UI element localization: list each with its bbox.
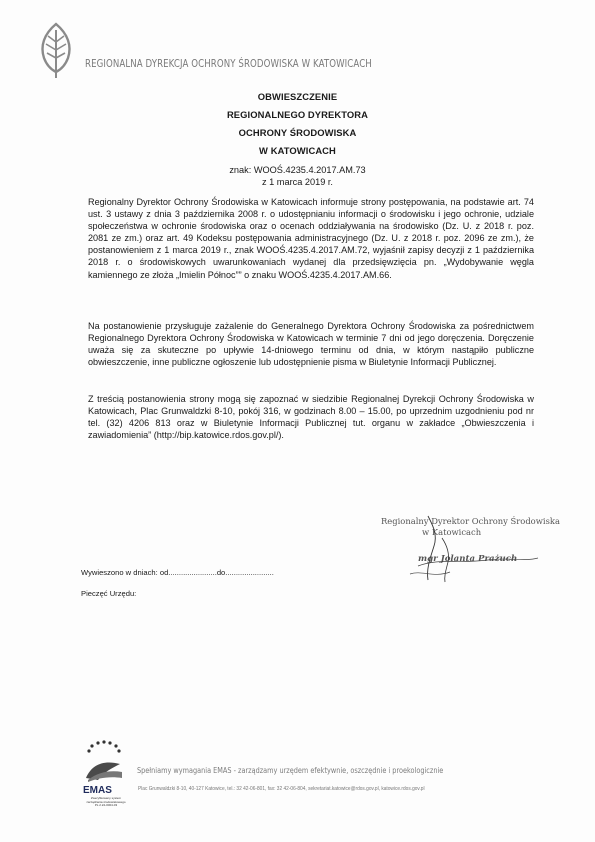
body-paragraph-3: Z treścią postanowienia strony mogą się zapoznać w siedzibie Regionalnej Dyrekcji Ochrony Środowiska w Katowicach, Plac Grunwaldzki 8-10, pokój 316, w godzinach 8.00 – 15.00, po uprzednim uzgodnieniu pod nr tel. (32) 4206 813 oraz w Biuletynie Informacji Publicznej tut. organu w zakładce „Obwieszczenia i zawiadomienia” (http://bip.katowice.rdos.gov.pl/). bbox=[88, 394, 534, 441]
emas-stars-icon bbox=[78, 738, 130, 784]
organization-name: REGIONALNA DYREKCJA OCHRONY ŚRODOWISKA W KATOWICACH bbox=[85, 58, 372, 70]
stamp-location: w Katowicach bbox=[422, 527, 482, 537]
body-paragraph-1: Regionalny Dyrektor Ochrony Środowiska w Katowicach informuje strony postępowania, na podstawie art. 74 ust. 3 ustawy z dnia 3 października 2008 r. o udostępnianiu informacji o środowisku i jego ochronie, udziale społeczeństwa w ochronie środowiska oraz o ocenach oddziaływania na środowisko (Dz. U. z 2018 r. poz. 2081 ze zm.) oraz art. 49 Kodeksu postępowania administracyjnego (Dz. U. z 2018 r. poz. 2096 ze zm.), że postanowieniem z 1 marca 2019 r., znak WOOŚ.4235.4.2017.AM.72, wyjaśnił zapisy decyzji z 1 października 2018 r. o środowiskowych uwarunkowaniach wydanej dla przedsięwzięcia pn. „Wydobywanie węgla kamiennego ze złoża „Imielin Północ”” o znaku WOOŚ.4235.4.2017.AM.66. bbox=[88, 197, 534, 280]
stamp-signatory: mgr Jolanta Prażuch bbox=[418, 554, 518, 564]
reference-number: znak: WOOŚ.4235.4.2017.AM.73 bbox=[229, 165, 366, 175]
stamp-title: Regionalny Dyrektor Ochrony Środowiska bbox=[381, 516, 560, 526]
letterhead bbox=[34, 22, 574, 82]
emas-logo bbox=[78, 738, 130, 818]
footer-contact: Plac Grunwaldzki 8-10, 40-127 Katowice, tel.: 32 42-06-801, fax: 32 42-06-804, sekretariat.katowice@rdos.gov.pl, katowice.rdos.gov.pl bbox=[138, 786, 425, 792]
posting-dates: Wywieszono w dniach: od.......................do....................... bbox=[81, 568, 274, 577]
footer bbox=[78, 738, 538, 818]
footer-tagline: Spełniamy wymagania EMAS - zarządzamy urzędem efektywnie, oszczędnie i proekologicznie bbox=[137, 766, 444, 775]
notice-title bbox=[0, 88, 595, 160]
emas-caption: Zweryfikowany system zarządzania środowiskowego PL 2.24-0004-03 bbox=[86, 796, 126, 808]
leaf-logo-icon bbox=[34, 22, 78, 80]
title-line-3: OCHRONY ŚRODOWISKA bbox=[238, 127, 357, 138]
notice-date: z 1 marca 2019 r. bbox=[262, 177, 333, 187]
title-line-2: REGIONALNEGO DYREKTORA bbox=[226, 109, 369, 120]
emas-label: EMAS bbox=[83, 785, 112, 796]
title-line-1: OBWIESZCZENIE bbox=[257, 91, 338, 102]
signature-stamp bbox=[378, 514, 560, 584]
body-paragraph-2: Na postanowienie przysługuje zażalenie do Generalnego Dyrektora Ochrony Środowiska za pośrednictwem Regionalnego Dyrektora Ochrony Środowiska w Katowicach w terminie 7 dni od jego doręczenia. Doręczenie uważa się za skuteczne po upływie 14-dniowego terminu od dnia, w którym nastąpiło publiczne obwieszczenie, inne publiczne ogłoszenie lub udostępnienie pisma w Biuletynie Informacji Publicznej. bbox=[88, 321, 534, 368]
title-line-4: W KATOWICACH bbox=[259, 145, 336, 156]
handwritten-signature bbox=[398, 514, 548, 584]
office-seal-label: Pieczęć Urzędu: bbox=[81, 589, 137, 598]
